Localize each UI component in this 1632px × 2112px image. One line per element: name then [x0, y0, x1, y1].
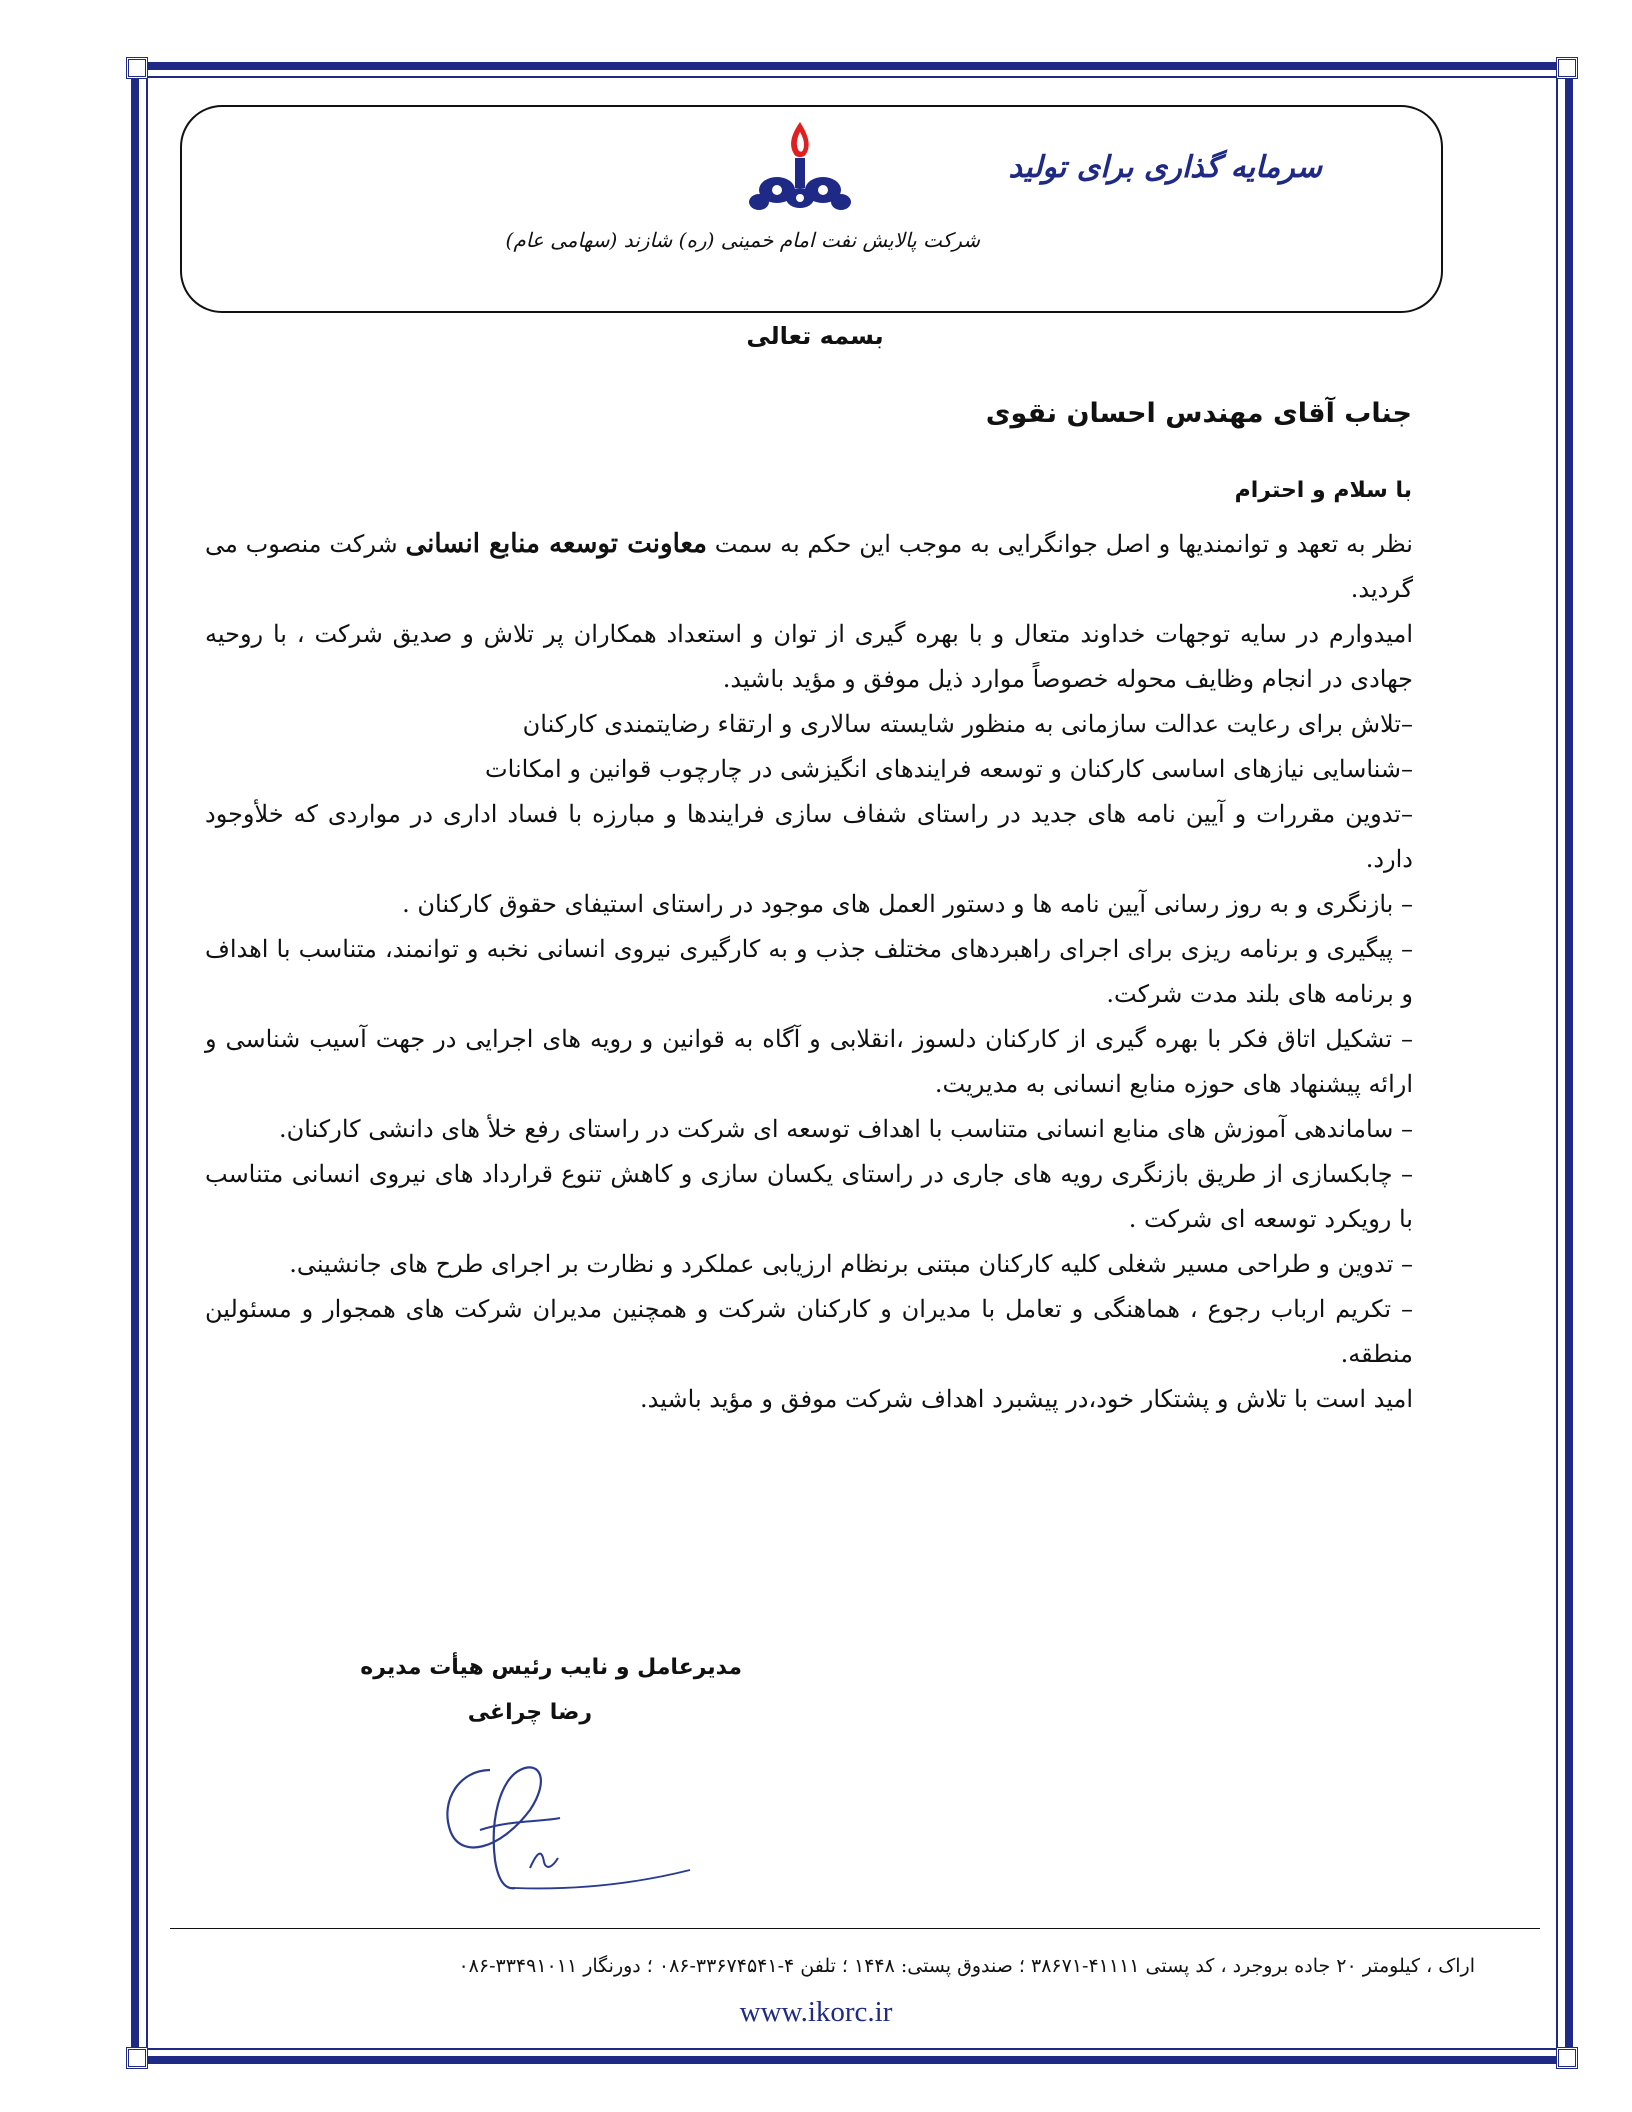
duty-item: – ساماندهی آموزش های منابع انسانی متناسب با اهداف توسعه ای شرکت در راستای رفع خلأ های دانشی کارکنان. [279, 1115, 1413, 1143]
footer-divider [170, 1928, 1540, 1929]
frame-corner-top-left [126, 57, 148, 79]
letter-body [205, 522, 1413, 1422]
frame-corner-bottom-right [1556, 2047, 1578, 2069]
intro-part1: نظر به تعهد و توانمندیها و اصل جوانگرایی به موجب این حکم به سمت [714, 530, 1413, 558]
frame-corner-top-right [1556, 57, 1578, 79]
duty-item: –تدوین مقررات و آیین نامه های جدید در راستای شفاف سازی فرایندها و مبارزه با فساد اداری در مواردی که خلأوجود دارد. [205, 800, 1413, 873]
closing-paragraph: امید است با تلاش و پشتکار خود،در پیشبرد اهداف شرکت موفق و مؤید باشید. [640, 1385, 1413, 1413]
footer-address: اراک ، کیلومتر ۲۰ جاده بروجرد ، کد پستی ۴۱۱۱۱-۳۸۶۷۱ ؛ صندوق پستی: ۱۴۴۸ ؛ تلفن ۴-۳۳۶۷۴۵۴۱-۰۸۶ ؛ دورنگار ۳۳۴۹۱۰۱۱-۰۸۶ [458, 1955, 1475, 1977]
duty-item: – تکریم ارباب رجوع ، هماهنگی و تعامل با مدیران و کارکنان شرکت و همچنین مدیران شرکت های همجوار و مسئولین منطقه. [205, 1295, 1413, 1368]
invocation: بسمه تعالی [746, 322, 884, 350]
duty-item: – چابکسازی از طریق بازنگری رویه های جاری در راستای یکسان سازی و کاهش تنوع قرارداد های نیروی انسانی متناسب با رویکرد توسعه ای شرکت . [205, 1160, 1413, 1233]
footer-website[interactable]: www.ikorc.ir [739, 1996, 893, 2028]
duty-item: –شناسایی نیازهای اساسی کارکنان و توسعه فرایندهای انگیزشی در چارچوب قوانین و امکانات [485, 755, 1413, 783]
frame-corner-bottom-left [126, 2047, 148, 2069]
signatory-name: رضا چراغی [467, 1700, 592, 1725]
duty-item: – تدوین و طراحی مسیر شغلی کلیه کارکنان مبتنی برنظام ارزیابی عملکرد و نظارت بر اجرای طرح های جانشینی. [289, 1250, 1413, 1278]
greeting: با سلام و احترام [1234, 478, 1412, 503]
slogan: سرمایه گذاری برای تولید [1008, 150, 1322, 185]
duty-item: – پیگیری و برنامه ریزی برای اجرای راهبردهای مختلف جذب و به کارگیری نیروی انسانی نخبه و توانمند، متناسب با اهداف و برنامه های بلند مدت شرکت. [205, 935, 1413, 1008]
handwritten-signature [420, 1750, 720, 1900]
intro-paragraph [205, 522, 1413, 612]
company-logo-icon [745, 118, 855, 218]
intro-position: معاونت توسعه منابع انسانی [405, 529, 707, 559]
hope-paragraph: امیدوارم در سایه توجهات خداوند متعال و با بهره گیری از توان و استعداد همکاران پر تلاش و صدیق شرکت ، با روحیه جهادی در انجام وظایف محوله خصوصاً موارد ذیل موفق و مؤید باشید. [205, 620, 1413, 693]
company-name: شرکت پالایش نفت امام خمینی (ره) شازند (سهامی عام) [505, 228, 980, 252]
recipient-line: جناب آقای مهندس احسان نقوی [985, 398, 1412, 429]
duty-item: –تلاش برای رعایت عدالت سازمانی به منظور شایسته سالاری و ارتقاء رضایتمندی کارکنان [522, 710, 1413, 738]
duty-item: – بازنگری و به روز رسانی آیین نامه ها و دستور العمل های موجود در راستای استیفای حقوق کارکنان . [402, 890, 1413, 918]
signatory-title: مدیرعامل و نایب رئیس هیأت مدیره [360, 1655, 742, 1680]
intro-part2: شرکت منصوب می گردید. [205, 530, 1413, 603]
duty-item: – تشکیل اتاق فکر با بهره گیری از کارکنان دلسوز ،انقلابی و آگاه به قوانین و رویه های اجرایی در جهت آسیب شناسی و ارائه پیشنهاد های حوزه منابع انسانی به مدیریت. [205, 1025, 1413, 1098]
